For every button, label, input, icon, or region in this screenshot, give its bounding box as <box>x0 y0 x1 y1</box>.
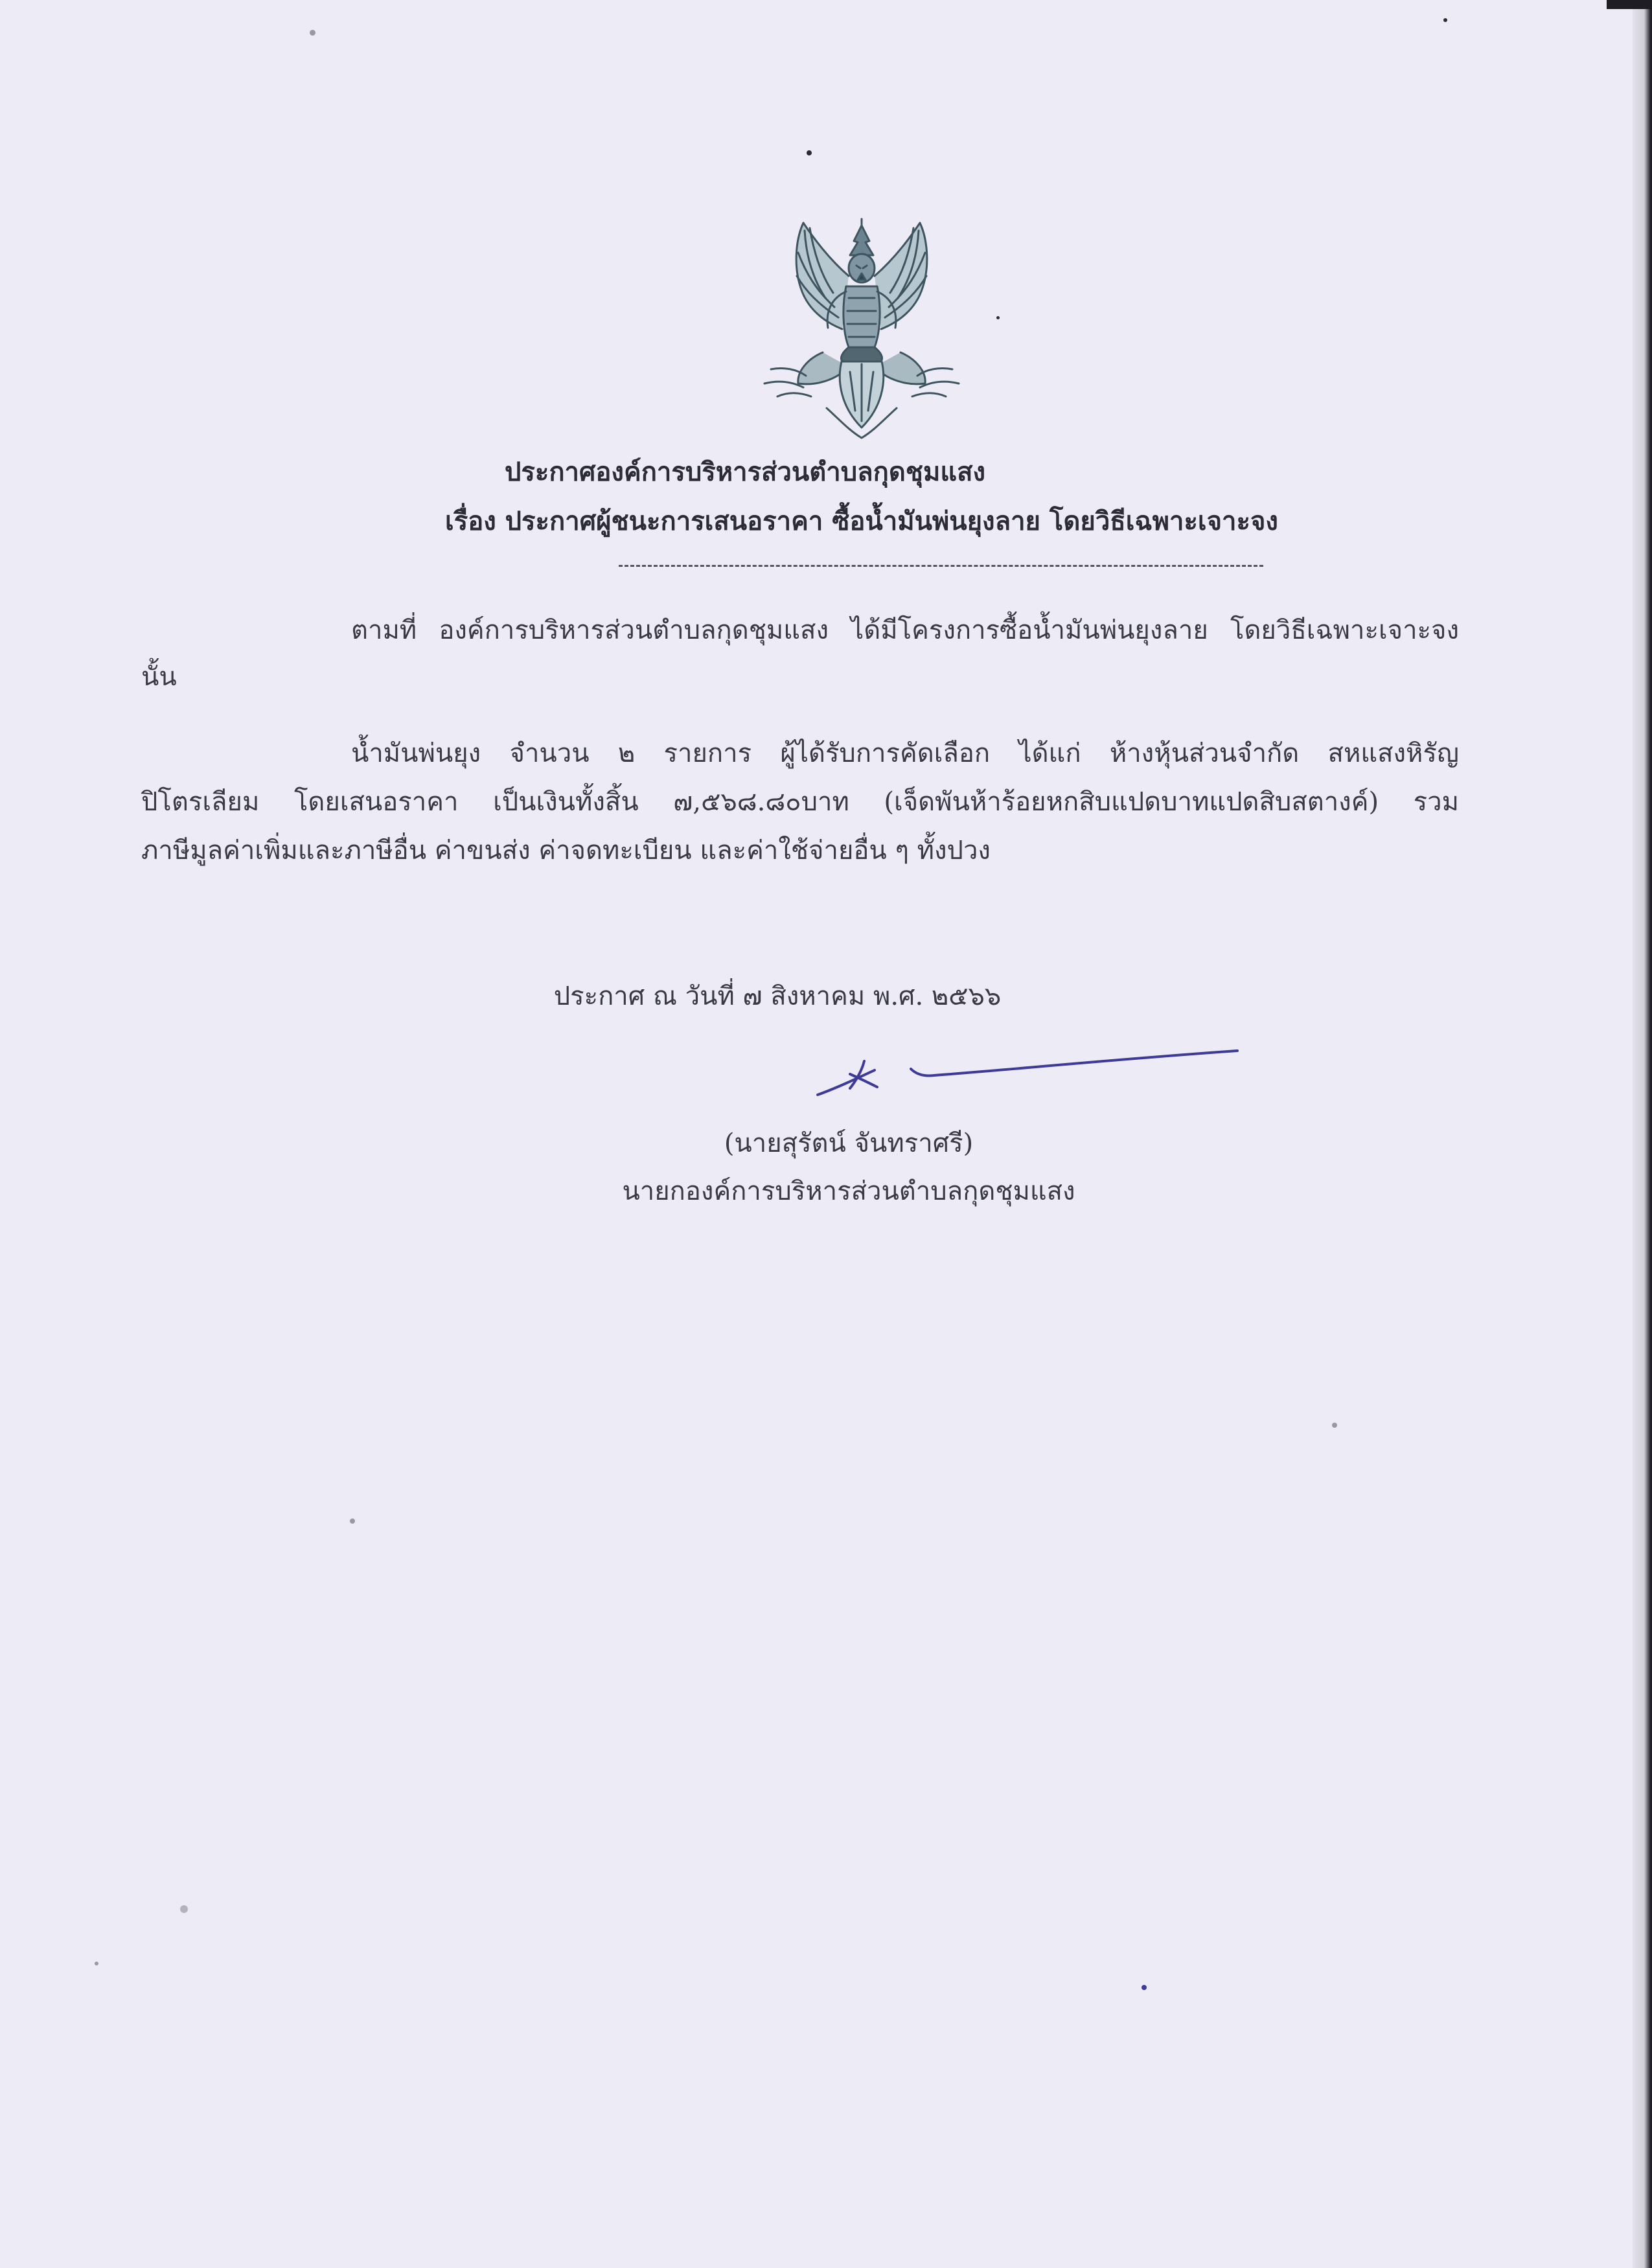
paragraph-1-line-2: นั้น <box>141 662 177 692</box>
separator-rule <box>619 565 1263 567</box>
paragraph-2-line-1: น้ำมันพ่นยุง จำนวน ๒ รายการ ผู้ได้รับการคัดเลือก ได้แก่ ห้างหุ้นส่วนจำกัด สหแสงหิรัญ <box>351 739 1459 768</box>
scan-speck <box>1443 18 1447 22</box>
scan-speck <box>996 316 1000 319</box>
paragraph-2-line-2: ปิโตรเลียม โดยเสนอราคา เป็นเงินทั้งสิ้น ๗,๕๖๘.๘๐บาท (เจ็ดพันห้าร้อยหกสิบแปดบาทแปดสิบสตางค์) รวม <box>141 787 1459 817</box>
paragraph-2-line-3: ภาษีมูลค่าเพิ่มและภาษีอื่น ค่าขนส่ง ค่าจดทะเบียน และค่าใช้จ่ายอื่น ๆ ทั้งปวง <box>141 836 991 865</box>
announcement-subject: เรื่อง ประกาศผู้ชนะการเสนอราคา ซื้อน้ำมันพ่นยุงลาย โดยวิธีเฉพาะเจาะจง <box>445 506 1278 536</box>
scan-speck <box>310 30 315 36</box>
announcement-title: ประกาศองค์การบริหารส่วนตำบลกุดชุมแสง <box>504 457 986 487</box>
page-edge-corner <box>1607 0 1652 9</box>
garuda-emblem-icon <box>751 214 972 444</box>
signatory-position: นายกองค์การบริหารส่วนตำบลกุดชุมแสง <box>622 1176 1075 1206</box>
handwritten-signature <box>810 1037 1250 1108</box>
scan-speck <box>350 1518 355 1524</box>
scan-speck <box>180 1905 188 1913</box>
paragraph-1-line-1: ตามที่ องค์การบริหารส่วนตำบลกุดชุมแสง ได้มีโครงการซื้อน้ำมันพ่นยุงลาย โดยวิธีเฉพาะเจาะจง <box>351 615 1459 645</box>
signatory-name: (นายสุรัตน์ จันทราศรี) <box>724 1128 974 1158</box>
scan-speck <box>807 150 812 155</box>
scan-speck <box>1332 1423 1337 1428</box>
announcement-date: ประกาศ ณ วันที่ ๗ สิงหาคม พ.ศ. ๒๕๖๖ <box>553 981 1002 1011</box>
scan-speck <box>1141 1985 1147 1990</box>
scan-speck <box>95 1962 98 1965</box>
